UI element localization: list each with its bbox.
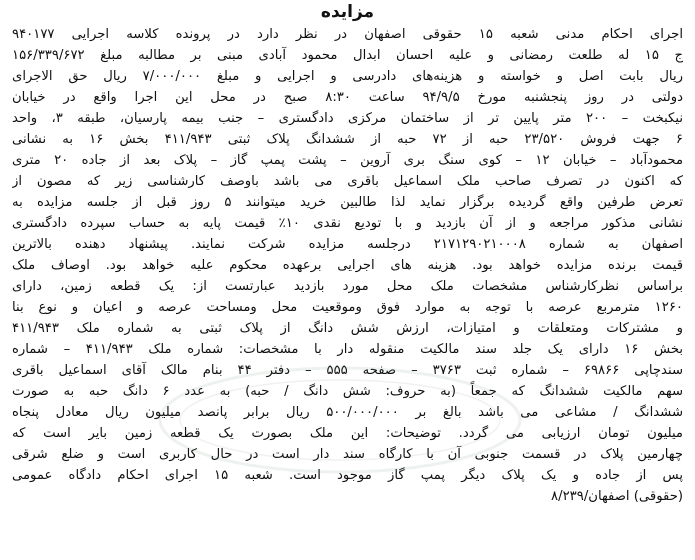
notice-line: اجرای احکام مدنی شعبه ۱۵ حقوقی اصفهان در نظر دارد در پرونده کلاسه اجرایی ۹۴۰۱۷۷ [12, 27, 683, 42]
notice-line: اصفهان به شماره ۲۱۷۱۲۹۰۲۱۰۰۰۸ درجلسه مزایده شرکت نمایند. پیشنهاد دهنده بالاترین [12, 237, 683, 252]
notice-line: ج ۱۵ له طلعت رمضانی و علیه احسان ابدال محمود آبادی مبنی بر مطالبه مبلغ ۱۵۶/۳۳۹/۶۷۲ [12, 48, 683, 63]
notice-line: براساس نظرکارشناس مشخصات ملک محل مورد بازدید عبارتست از: یک قطعه زمین، دارای [12, 279, 683, 294]
notice-line: سهم مالکیت ششدانگ که جمعاً (به حروف: شش دانگ / حبه) به عدد ۶ دانگ حبه به صورت [12, 384, 683, 399]
notice-line: میلیون تومان ارزیابی می گردد. توضیحات: این ملک بصورت یک قطعه زمین بایر است که [12, 426, 683, 441]
notice-line: که اکنون در تصرف صاحب ملک اسماعیل باقری می باشد باوصف کارشناسی زیر که مصون از [12, 174, 683, 189]
notice-line: قیمت برنده مزایده خواهد بود. هزینه های اجرایی برعهده محکوم علیه خواهد بود. اوصاف ملک [12, 258, 683, 273]
notice-line: ۶ جهت فروش ۲۳/۵۲۰ حبه از ۷۲ حبه از ششدانگ پلاک ثبتی ۴۱۱/۹۴۳ بخش ۱۶ به نشانی [12, 132, 683, 147]
notice-title: مزایده [320, 2, 375, 22]
notice-line: پس از جاده و یک پلاک دیگر پمپ گاز موجود است. شعبه ۱۵ اجرای احکام دادگاه عمومی [12, 468, 683, 483]
notice-line: تعرض طرفین واقع گردیده برگزار نماید لذا طالبین خرید میتوانند ۵ روز قبل از جلسه مزایده به [12, 195, 683, 210]
notice-line: ریال بابت اصل و خواسته و هزینه‌های دادرسی و اجرایی و مبلغ ۷/۰۰۰/۰۰۰ ریال حق الاجرای [12, 69, 683, 84]
notice-line: نیکبخت – ۲۰۰ متر پایین تر از ساختمان مرکزی دادگستری – جنب بیمه پارسیان، طبقه ۳، واحد [12, 111, 683, 126]
notice-line: (حقوقی) اصفهان/۸/۲۳۹ [551, 489, 683, 504]
notice-line: دولتی در روز پنجشنبه مورخ ۹۴/۹/۵ ساعت ۸:۳۰ صبح در محل این اجرا واقع در خیابان [12, 90, 683, 105]
notice-line: محمودآباد – خیابان ۱۲ – کوی سنگ بری آروین – پشت پمپ گاز – پلاک بعد از جاده ۲۰ متری [12, 153, 683, 168]
notice-line: ششدانگ / مشاعی می باشد بالغ بر ۵۰۰/۰۰۰/۰۰۰ ریال برابر پانصد میلیون ریال معادل پنجاه [12, 405, 683, 420]
notice-line: و مشترکات ومتعلقات و امتیازات، ارزش شش دانگ از پلاک ثبتی به شماره ملک ۴۱۱/۹۴۳ [12, 321, 683, 336]
notice-body [12, 24, 683, 507]
notice-line: نشانی مذکور مراجعه و از آن بازدید و با تودیع نقدی ۱۰٪ قیمت پایه به حساب سپرده دادگستری [12, 216, 683, 231]
notice-line: چهارمین پلاک در قسمت جنوبی آن با کارگاه سند دار است در حال کاربری است و ضلع شرقی [12, 447, 683, 462]
notice-line: بخش ۱۶ دارای یک جلد سند مالکیت منقوله دار با مشخصات: شماره ملک ۴۱۱/۹۴۳ – شماره [12, 342, 683, 357]
notice-line: ۱۲۶۰ مترمربع عرصه با توجه به موارد فوق وموقعیت محل ومساحت عرصه و اعیان و نوع بنا [12, 300, 683, 315]
notice-line: سندچاپی ۶۹۸۶۶ – شماره ثبت ۳۷۶۳ – صفحه ۵۵۵ – دفتر ۴۴ بنام مالک آقای اسماعیل باقری [12, 363, 683, 378]
